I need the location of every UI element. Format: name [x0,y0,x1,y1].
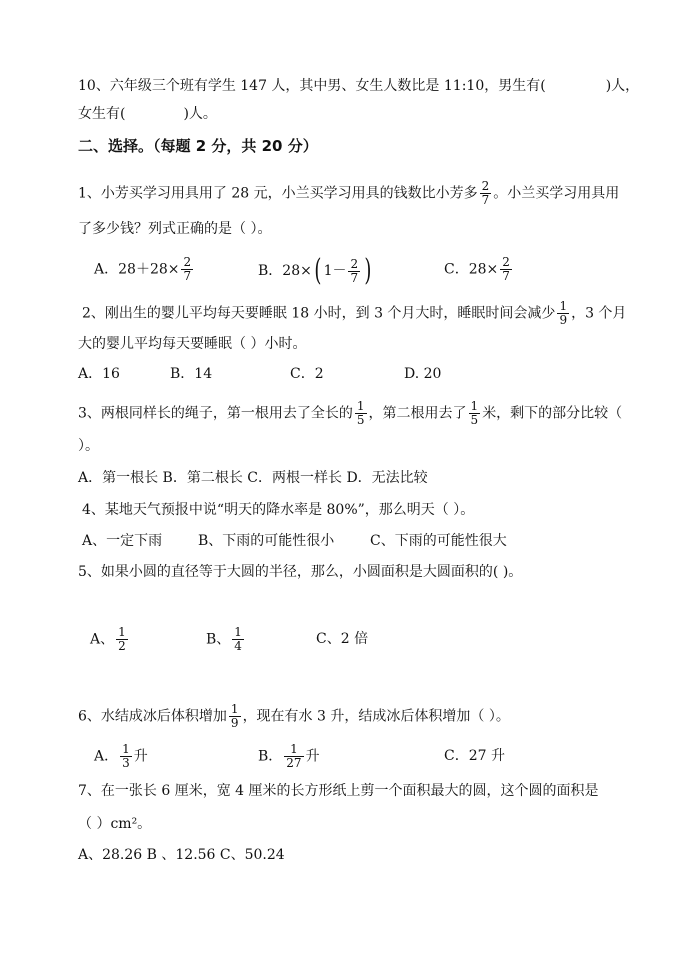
q2-option-c[interactable]: C．2 [290,366,324,382]
q1-text: 1、小芳买学习用具用了 28 元，小兰买学习用具的钱数比小芳多 [78,185,478,202]
q2-option-a[interactable]: A．16 [78,366,120,382]
q3-fraction-2 [469,400,481,427]
q1-line2: 了多少钱？列式正确的是（ ）。 [78,221,272,237]
q4-option-b[interactable]: B、下雨的可能性很小 [198,533,335,549]
fraction-denominator: 9 [230,716,239,730]
fraction-numerator: 1 [234,625,242,639]
q3-text-end: 米，剩下的部分比较（ [482,405,623,422]
option-label: C． [444,261,469,278]
q6-text-end: ，现在有水 3 升，结成冰后体积增加（ ）。 [242,708,510,725]
option-expression: 28× [282,263,312,279]
q7-line1: 7、在一张长 6 厘米，宽 4 厘米的长方形纸上剪一个面积最大的圆，这个圆的面积是 [78,783,599,799]
q6-option-c[interactable]: C．27 升 [444,748,505,764]
option-label: B． [258,263,283,279]
q2-text: 2、刚出生的婴儿平均每天要睡眠 18 小时，到 3 个月大时，睡眠时间会减少 [82,305,556,322]
q10-text2: 女生有( [78,106,126,122]
q3-line1 [78,400,622,427]
q10-line1 [78,76,639,96]
q1-fraction [480,180,492,207]
q5-line1: 5、如果小圆的直径等于大圆的半径，那么，小圆面积是大圆面积的( )。 [78,564,523,580]
q2-option-b[interactable]: B．14 [170,366,213,382]
fraction-numerator: 1 [470,399,479,413]
fraction-numerator: 2 [183,255,192,269]
fraction-denominator: 7 [481,193,490,207]
q5-a-fraction [116,626,128,653]
q10-line2 [78,104,217,124]
right-paren: ) [364,253,372,288]
option-unit: 升 [305,748,320,765]
q7-line2: （ ）cm²。 [78,816,152,832]
q6-a-fraction [120,743,132,770]
fraction-denominator: 7 [350,270,359,285]
q1-b-fraction [348,258,360,285]
q5-option-a[interactable] [90,626,130,653]
q6-fraction [229,703,241,730]
q3-text-mid: ，第二根用去了 [368,405,467,422]
q2-line1 [82,300,626,327]
fraction-numerator: 1 [356,399,365,413]
option-label: B． [258,748,283,765]
fraction-numerator: 2 [502,255,510,269]
q5-option-c[interactable]: C、2 倍 [316,631,369,647]
q5-b-fraction [232,626,244,653]
option-inner-expression: 1－ [323,263,347,279]
q10-text: 10、六年级三个班有学生 147 人，其中男、女生人数比是 11:10，男生有( [78,78,546,94]
q5-option-b[interactable] [206,626,246,653]
fraction-numerator: 1 [122,742,130,756]
fraction-denominator: 3 [122,756,130,770]
fraction-denominator: 5 [356,413,365,427]
q1-c-fraction [500,256,512,283]
q10-text-end: )人， [605,78,640,94]
q4-line1: 4、某地天气预报中说“明天的降水率是 80%”，那么明天（ ）。 [82,502,475,518]
q1-a-fraction [181,256,193,283]
q2-fraction [557,300,569,327]
q1-b-paren-group [312,253,374,288]
fraction-denominator: 9 [559,313,568,327]
left-paren: ( [314,253,322,288]
q1-option-a[interactable] [94,256,195,283]
q2-line2: 大的婴儿平均每天要睡眠（ ）小时。 [78,336,307,352]
q2-option-d[interactable]: D. 20 [404,366,442,382]
q4-option-a[interactable]: A、一定下雨 [82,533,163,549]
fraction-numerator: 1 [559,299,568,313]
q6-text: 6、水结成冰后体积增加 [78,708,227,725]
fraction-denominator: 7 [502,269,510,283]
fraction-denominator: 2 [118,639,126,653]
q1-option-b[interactable] [258,253,374,288]
fraction-denominator: 7 [183,269,192,283]
fraction-numerator: 1 [118,625,126,639]
q1-line1 [78,180,619,207]
q7-options[interactable]: A、28.26 B 、12.56 C、50.24 [78,847,285,863]
q6-option-a[interactable] [94,743,148,770]
q3-options[interactable]: A．第一根长 B．第二根长 C．两根一样长 D．无法比较 [78,470,428,486]
option-unit: 升 [133,748,148,765]
q6-line1 [78,703,510,730]
fraction-denominator: 5 [470,413,479,427]
q1-option-c[interactable] [444,256,514,283]
fraction-numerator: 1 [230,702,239,716]
q3-text: 3、两根同样长的绳子，第一根用去了全长的 [78,405,353,422]
option-label: A． [94,261,119,278]
q3-line2: ）。 [78,438,99,454]
option-label: A． [94,748,119,765]
fraction-denominator: 4 [234,639,242,653]
section-title: 二、选择。（每题 2 分，共 20 分） [78,137,318,155]
fraction-numerator: 1 [290,742,298,756]
q6-b-fraction [284,743,303,770]
fraction-numerator: 2 [481,179,490,193]
option-expression: 28＋28× [118,261,180,278]
q6-option-b[interactable] [258,743,320,770]
q3-fraction-1 [355,400,367,427]
option-expression: 28× [468,261,499,278]
q10-text2-end: )人。 [183,106,217,122]
q2-text-end: ，3 个月 [571,305,627,322]
q4-option-c[interactable]: C、下雨的可能性很大 [370,533,507,549]
option-label: B、 [206,631,231,648]
option-label: A、 [90,631,115,648]
fraction-numerator: 2 [350,256,359,271]
q1-text-end: 。小兰买学习用具用 [493,185,620,202]
fraction-denominator: 27 [286,756,302,770]
